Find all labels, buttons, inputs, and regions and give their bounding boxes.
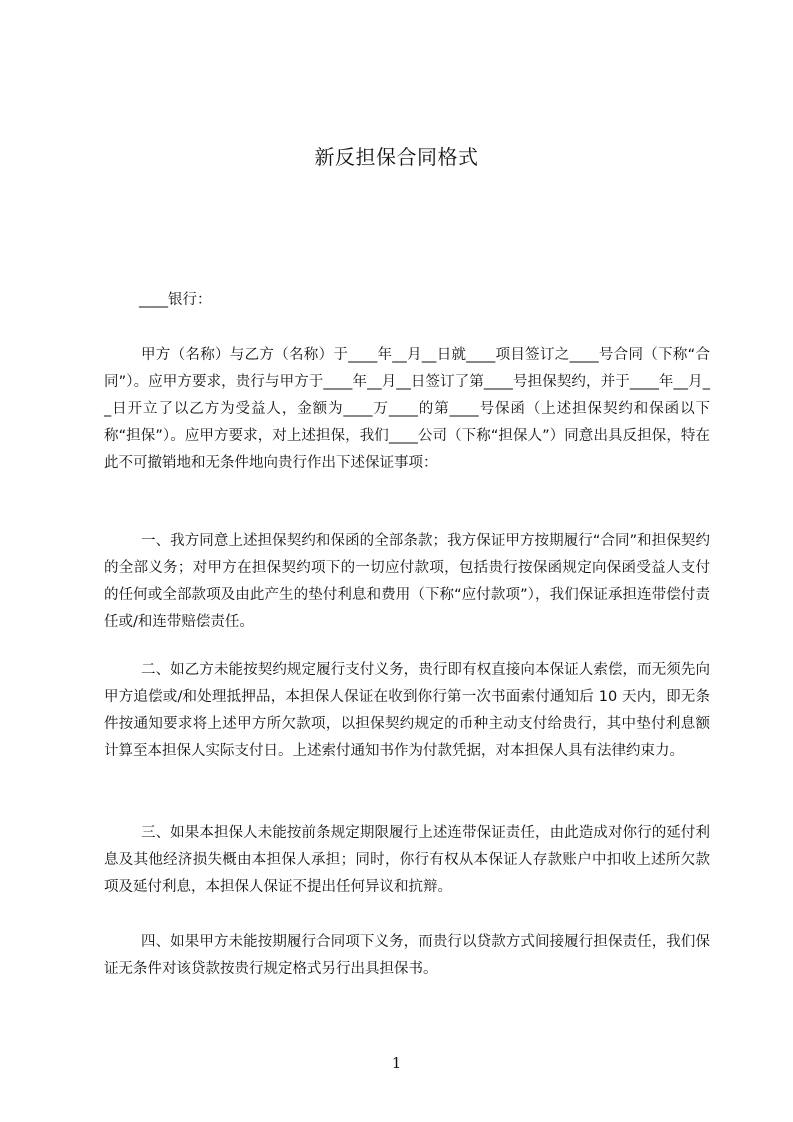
paragraph-clause-1: 一、我方同意上述担保契约和保函的全部条款；我方保证甲方按期履行“合同”和担保契约的全部义务；对甲方在担保契约项下的一切应付款项，包括贵行按保函规定向保函受益人支付的任何或全部款项及由此产生的垫付利息和费用（下称“应付款项”），我们保证承担连带偿付责任或/和连带赔偿责任。 (104, 533, 710, 630)
document-title: 新反担保合同格式 (314, 145, 479, 169)
paragraph-clause-4: 四、如果甲方未能按期履行合同项下义务，而贵行以贷款方式间接履行担保责任，我们保证无条件对该贷款按贵行规定格式另行出具担保书。 (104, 934, 710, 977)
salutation: ____银行： (139, 292, 212, 308)
paragraph-clause-2: 二、如乙方未能按契约规定履行支付义务，贵行即有权直接向本保证人索偿，而无须先向甲方追偿或/和处理抵押品，本担保人保证在收到你行第一次书面索付通知后 10 天内，即无条件按通知要求将上述甲方所欠款项，以担保契约规定的币种主动支付给贵行，其中垫付利息额计算至本担保人实际支付日。上述索付通知书作为付款凭据，对本担保人具有法律约束力。 (104, 662, 710, 759)
paragraph-clause-3: 三、如果本担保人未能按前条规定期限履行上述连带保证责任，由此造成对你行的延付利息及其他经济损失概由本担保人承担；同时，你行有权从本保证人存款账户中扣收上述所欠款项及延付利息，本担保人保证不提出任何异议和抗辩。 (104, 825, 710, 895)
paragraph-intro: 甲方（名称）与乙方（名称）于____年__月__日就____项目签订之____号合同（下称“合同”）。应甲方要求，贵行与甲方于____年__月__日签订了第____号担保契约，并于____年__月__日开立了以乙方为受益人，金额为____万____的第____号保函（上述担保契约和保函以下称“担保”）。应甲方要求，对上述担保，我们____公司（下称“担保人”）同意出具反担保，特在此不可撤销地和无条件地向贵行作出下述保证事项： (104, 347, 710, 471)
page-number: 1 (391, 1054, 402, 1072)
